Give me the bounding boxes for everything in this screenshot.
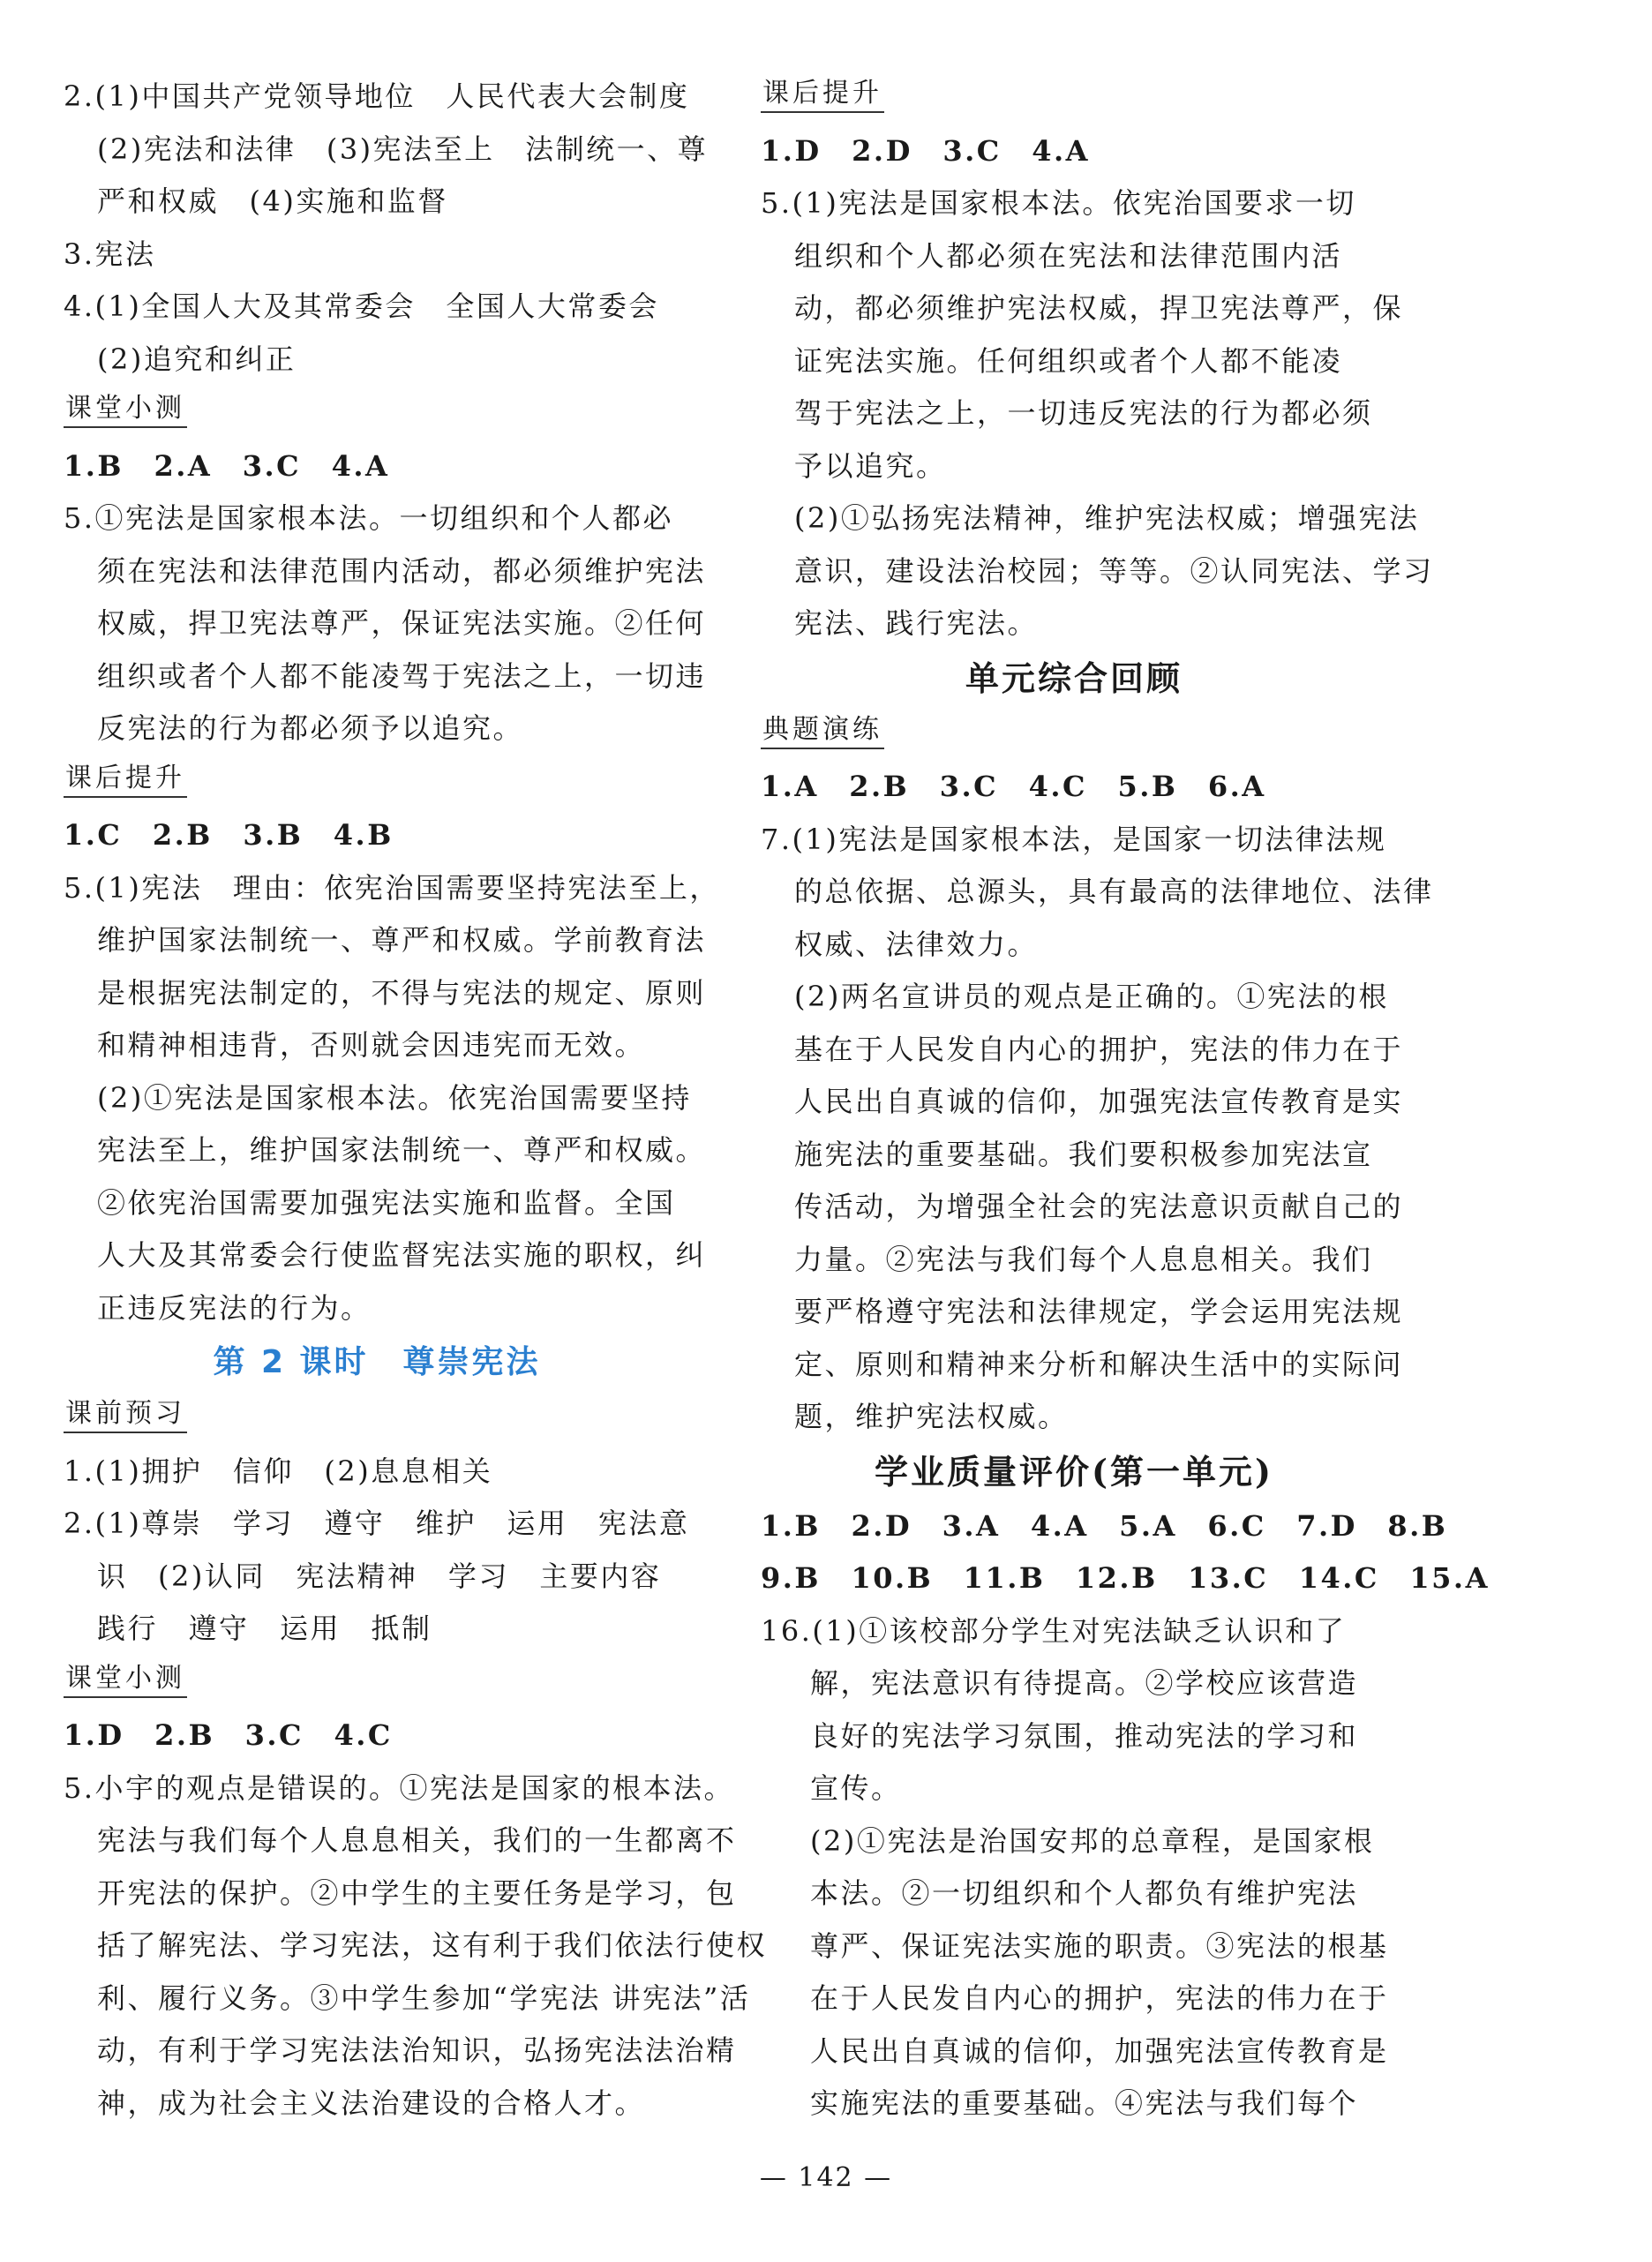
answer-line: (2)①弘扬宪法精神，维护宪法权威；增强宪法 <box>794 501 1420 535</box>
right-column <box>761 71 1490 2130</box>
section-tag: 课堂小测 <box>64 1661 187 1698</box>
answer-line: 力量。②宪法与我们每个人息息相关。我们 <box>794 1242 1373 1276</box>
answer-line: 传活动，为增强全社会的宪法意识贡献自己的 <box>794 1190 1404 1223</box>
answer-line: 宪法与我们每个人息息相关，我们的一生都离不 <box>97 1823 737 1857</box>
answer-line: 括了解宪法、学习宪法，这有利于我们依法行使权 <box>97 1928 768 1962</box>
answer-line: 须在宪法和法律范围内活动，都必须维护宪法 <box>97 553 707 588</box>
answer-line: 意识，建设法治校园；等等。②认同宪法、学习 <box>794 553 1434 588</box>
unit-review-title: 单元综合回顾 <box>965 658 1183 698</box>
answer-line: 在于人民发自内心的拥护，宪法的伟力在于 <box>810 1981 1389 2015</box>
answer-line: 和精神相违背，否则就会因违宪而无效。 <box>97 1028 646 1062</box>
answer-line: 宪法、践行宪法。 <box>794 606 1039 640</box>
answer-line: 正违反宪法的行为。 <box>97 1290 372 1325</box>
answer-line: 人大及其常委会行使监督宪法实施的职权，纠 <box>97 1238 707 1272</box>
answer-key-line: 1.D 2.B 3.C 4.C <box>64 1718 393 1752</box>
answer-line: 践行 遵守 运用 抵制 <box>97 1612 432 1645</box>
section-tag: 典题演练 <box>761 712 884 749</box>
answer-line: 16.(1)①该校部分学生对宪法缺乏认识和了 <box>761 1613 1347 1648</box>
left-column <box>64 71 768 2130</box>
answer-line: 5.(1)宪法 理由：依宪治国需要坚持宪法至上， <box>64 870 720 905</box>
answer-line: 识 (2)认同 宪法精神 学习 主要内容 <box>97 1559 662 1593</box>
answer-line: 权威、法律效力。 <box>794 927 1039 961</box>
answer-key-line: 1.A 2.B 3.C 4.C 5.B 6.A <box>761 770 1266 803</box>
answer-line: 2.(1)尊崇 学习 遵守 维护 运用 宪法意 <box>64 1507 690 1540</box>
section-tag: 课堂小测 <box>64 391 187 428</box>
answer-line: ②依宪治国需要加强宪法实施和监督。全国 <box>97 1185 676 1220</box>
answer-line: 证宪法实施。任何组织或者个人都不能凌 <box>794 343 1343 378</box>
answer-line: 施宪法的重要基础。我们要积极参加宪法宣 <box>794 1137 1373 1171</box>
answer-line: (2)追究和纠正 <box>97 342 297 376</box>
answer-key-line: 9.B 10.B 11.B 12.B 13.C 14.C 15.A <box>761 1561 1490 1595</box>
answer-line: 人民出自真诚的信仰，加强宪法宣传教育是 <box>810 2033 1389 2068</box>
answer-line: 5.小宇的观点是错误的。①宪法是国家的根本法。 <box>64 1770 735 1805</box>
answer-line: 题，维护宪法权威。 <box>794 1400 1069 1433</box>
answer-line: 反宪法的行为都必须予以追究。 <box>97 711 524 745</box>
section-tag: 课前预习 <box>64 1396 187 1433</box>
answer-line: 5.(1)宪法是国家根本法。依宪治国要求一切 <box>761 186 1356 220</box>
answer-key-line: 1.B 2.D 3.A 4.A 5.A 6.C 7.D 8.B <box>761 1508 1448 1543</box>
answer-line: 组织和个人都必须在宪法和法律范围内活 <box>794 238 1343 273</box>
section-tag: 课后提升 <box>64 761 187 798</box>
answer-line: 要严格遵守宪法和法律规定，学会运用宪法规 <box>794 1295 1404 1328</box>
answer-line: 解，宪法意识有待提高。②学校应该营造 <box>810 1666 1359 1700</box>
lesson-title: 第 2 课时 尊崇宪法 <box>213 1344 541 1380</box>
answer-line: 组织或者个人都不能凌驾于宪法之上，一切违 <box>97 658 707 693</box>
answer-key-line: 1.C 2.B 3.B 4.B <box>64 818 394 852</box>
answer-line: 神，成为社会主义法治建设的合格人才。 <box>97 2085 646 2120</box>
answer-line: 宣传。 <box>810 1771 902 1805</box>
answer-line: 权威，捍卫宪法尊严，保证宪法实施。②任何 <box>97 606 707 640</box>
answer-line: (2)两名宣讲员的观点是正确的。①宪法的根 <box>794 980 1389 1013</box>
answer-line: 严和权威 (4)实施和监督 <box>97 184 448 218</box>
answer-line: 动，有利于学习宪法法治知识，弘扬宪法法治精 <box>97 2033 737 2067</box>
answer-line: 5.①宪法是国家根本法。一切组织和个人都必 <box>64 501 674 535</box>
answer-line: 基在于人民发自内心的拥护，宪法的伟力在于 <box>794 1032 1404 1066</box>
answer-line: 4.(1)全国人大及其常委会 全国人大常委会 <box>64 289 659 323</box>
answer-key-line: 1.B 2.A 3.C 4.A <box>64 448 390 483</box>
answer-line: 1.(1)拥护 信仰 (2)息息相关 <box>64 1454 493 1488</box>
answer-line: 予以追究。 <box>794 448 947 483</box>
answer-key-line: 1.D 2.D 3.C 4.A <box>761 133 1090 168</box>
answer-line: 维护国家法制统一、尊严和权威。学前教育法 <box>97 923 707 957</box>
answer-line: 定、原则和精神来分析和解决生活中的实际问 <box>794 1347 1404 1381</box>
answer-line: 宪法至上，维护国家法制统一、尊严和权威。 <box>97 1133 707 1167</box>
answer-line: 开宪法的保护。②中学生的主要任务是学习，包 <box>97 1875 737 1910</box>
answer-line: (2)①宪法是治国安邦的总章程，是国家根 <box>810 1823 1375 1858</box>
answer-line: (2)①宪法是国家根本法。依宪治国需要坚持 <box>97 1080 692 1115</box>
answer-line: 的总依据、总源头，具有最高的法律地位、法律 <box>794 875 1434 908</box>
answer-line: 动，都必须维护宪法权威，捍卫宪法尊严，保 <box>794 291 1404 325</box>
page-number: — 142 — <box>759 2162 893 2193</box>
answer-line: 是根据宪法制定的，不得与宪法的规定、原则 <box>97 975 707 1010</box>
answer-line: 实施宪法的重要基础。④宪法与我们每个 <box>810 2086 1359 2120</box>
answer-line: 人民出自真诚的信仰，加强宪法宣传教育是实 <box>794 1085 1404 1118</box>
section-tag: 课后提升 <box>761 76 884 113</box>
answer-line: 驾于宪法之上，一切违反宪法的行为都必须 <box>794 396 1373 430</box>
answer-line: 尊严、保证宪法实施的职责。③宪法的根基 <box>810 1928 1389 1963</box>
answer-line: 2.(1)中国共产党领导地位 人民代表大会制度 <box>64 79 690 113</box>
answer-line: 本法。②一切组织和个人都负有维护宪法 <box>810 1876 1359 1910</box>
answer-line: 7.(1)宪法是国家根本法，是国家一切法律法规 <box>761 822 1387 856</box>
answer-line: 利、履行义务。③中学生参加“学宪法 讲宪法”活 <box>97 1980 751 2015</box>
answer-line: 3.宪法 <box>64 237 156 271</box>
quality-assessment-title: 学业质量评价(第一单元) <box>875 1451 1273 1492</box>
answer-line: 良好的宪法学习氛围，推动宪法的学习和 <box>810 1718 1359 1753</box>
answer-line: (2)宪法和法律 (3)宪法至上 法制统一、尊 <box>97 132 709 166</box>
